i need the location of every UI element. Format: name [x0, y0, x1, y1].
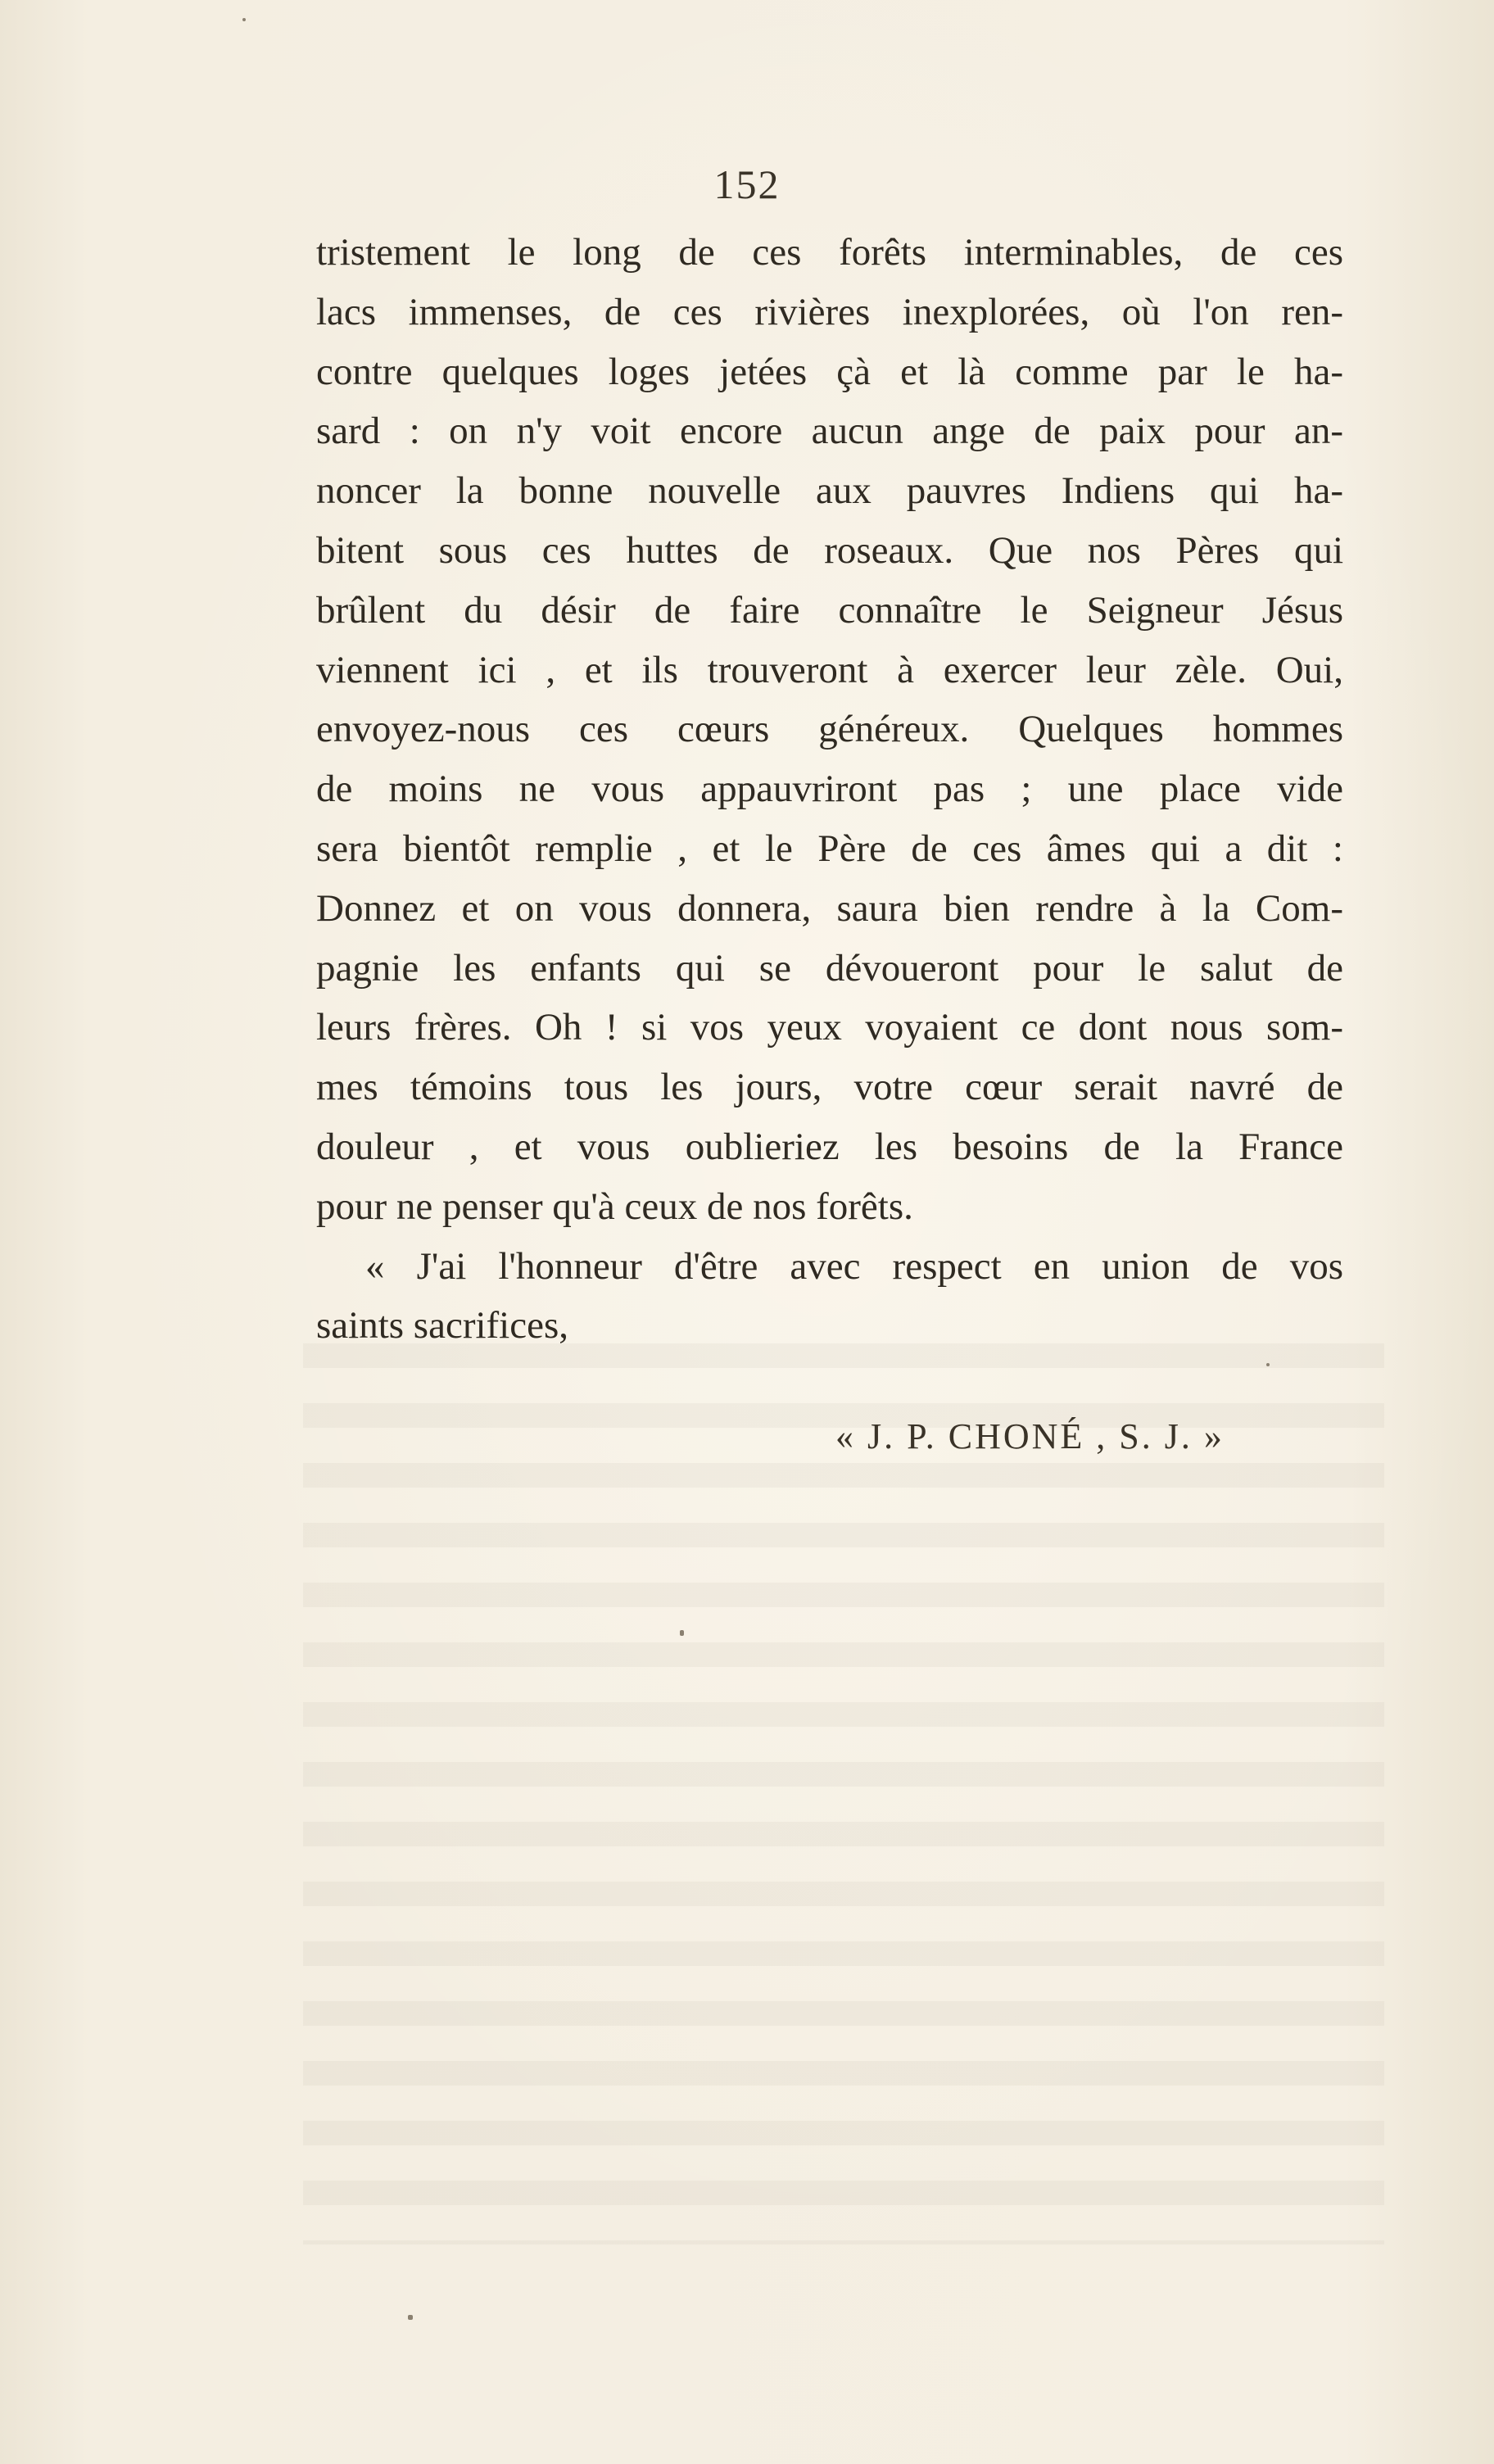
text-line: douleur , et vous oublieriez les besoins de la France — [316, 1125, 1343, 1168]
text-line: brûlent du désir de faire connaître le Seigneur Jésus — [316, 588, 1343, 632]
text-line: leurs frères. Oh ! si vos yeux voyaient ce dont nous som- — [316, 1006, 1343, 1049]
paper-speck — [242, 18, 246, 21]
text-line: pagnie les enfants qui se dévoueront pour le salut de — [316, 946, 1343, 990]
text-line: lacs immenses, de ces rivières inexplorées, où l'on ren- — [316, 290, 1343, 333]
text-line: viennent ici , et ils trouveront à exercer leur zèle. Oui, — [316, 648, 1343, 691]
show-through-texture — [303, 1343, 1384, 2244]
text-line: pour ne penser qu'à ceux de nos forêts. — [316, 1184, 913, 1228]
text-line: de moins ne vous appauvriront pas ; une place vide — [316, 768, 1343, 811]
text-line: sera bientôt remplie , et le Père de ces âmes qui a dit : — [316, 827, 1343, 870]
text-line: Donnez et on vous donnera, saura bien rendre à la Com- — [316, 886, 1343, 930]
text-line: tristement le long de ces forêts interminables, de ces — [316, 231, 1343, 274]
text-line: saints sacrifices, — [316, 1304, 569, 1348]
text-line: « J'ai l'honneur d'être avec respect en union de vos — [365, 1244, 1343, 1288]
paper-speck — [408, 2315, 413, 2320]
paper-speck — [680, 1630, 684, 1636]
text-line: noncer la bonne nouvelle aux pauvres Indiens qui ha- — [316, 469, 1343, 513]
paper-speck — [1266, 1363, 1270, 1366]
text-line: bitent sous ces huttes de roseaux. Que nos Pères qui — [316, 528, 1343, 572]
text-line: mes témoins tous les jours, votre cœur serait navré de — [316, 1066, 1343, 1109]
text-line: contre quelques loges jetées çà et là comme par le ha- — [316, 350, 1343, 393]
text-line: sard : on n'y voit encore aucun ange de paix pour an- — [316, 410, 1343, 453]
body-text — [316, 223, 1343, 1356]
page-number: 152 — [713, 161, 781, 207]
signature: « J. P. CHONÉ , S. J. » — [835, 1416, 1225, 1456]
text-line: envoyez-nous ces cœurs généreux. Quelques hommes — [316, 708, 1343, 751]
